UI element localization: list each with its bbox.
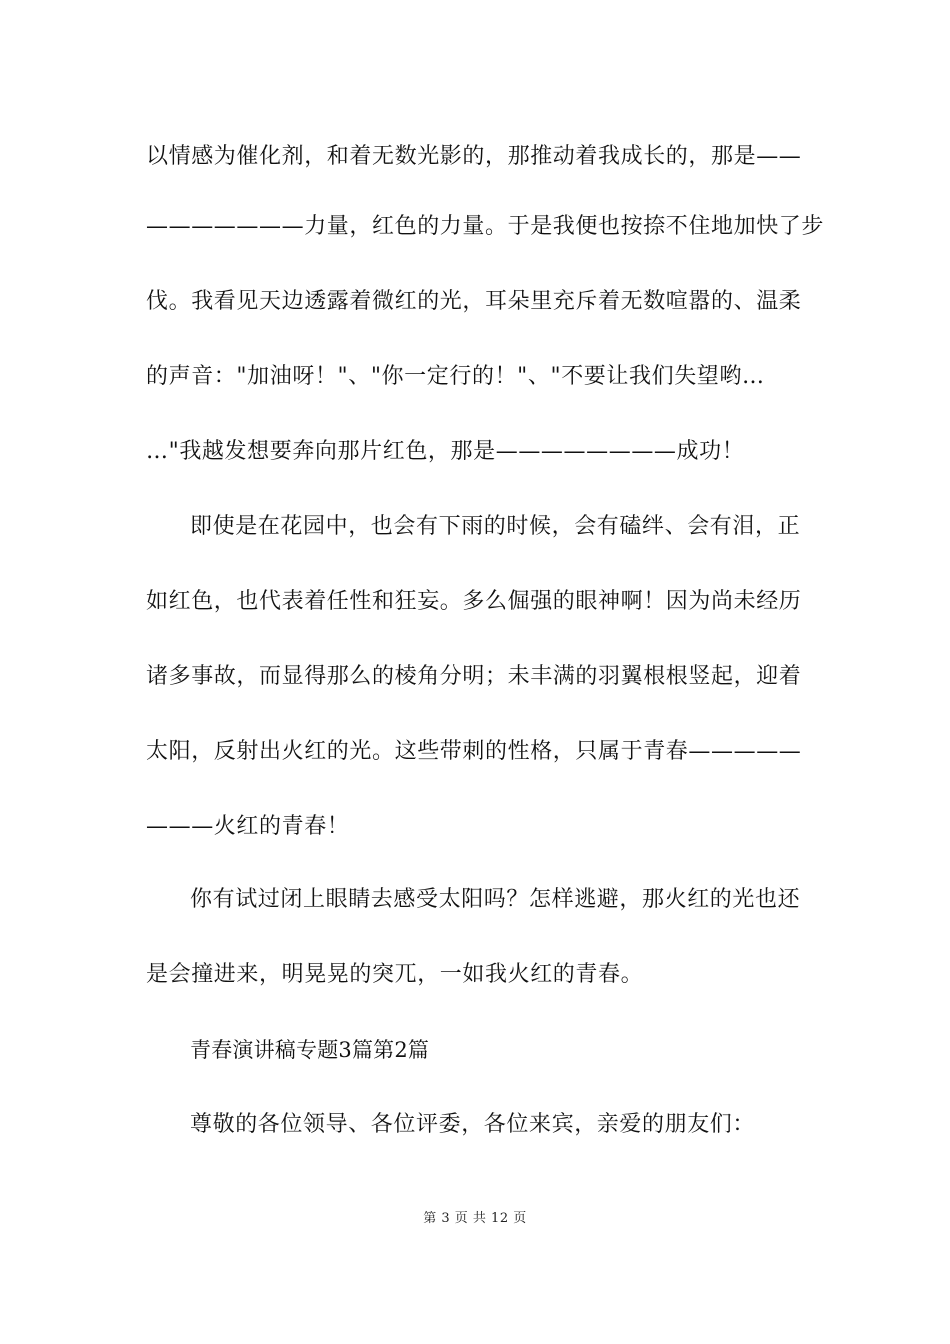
paragraph-line: ———————力量，红色的力量。于是我便也按捺不住地加快了步 — [146, 214, 825, 239]
paragraph-line: 诸多事故，而显得那么的棱角分明；未丰满的羽翼根根竖起，迎着 — [146, 664, 802, 689]
paragraph-line: 尊敬的各位领导、各位评委，各位来宾，亲爱的朋友们： — [190, 1112, 756, 1137]
paragraph-line: 是会撞进来，明晃晃的突兀，一如我火红的青春。 — [146, 962, 644, 987]
paragraph-line: 伐。我看见天边透露着微红的光，耳朵里充斥着无数喧嚣的、温柔 — [146, 289, 802, 314]
section-heading: 青春演讲稿专题3篇第2篇 — [190, 1038, 430, 1062]
page-number-footer: 第 3 页 共 12 页 — [423, 1211, 527, 1226]
paragraph-line: 即使是在花园中，也会有下雨的时候，会有磕绊、会有泪，正 — [190, 514, 801, 539]
paragraph-line: 的声音："加油呀！"、"你一定行的！"、"不要让我们失望哟… — [146, 364, 765, 389]
paragraph-line: 如红色，也代表着任性和狂妄。多么倔强的眼神啊！因为尚未经历 — [146, 589, 802, 614]
paragraph-line: 太阳，反射出火红的光。这些带刺的性格，只属于青春————— — [146, 739, 802, 764]
paragraph-line: ———火红的青春！ — [146, 814, 350, 839]
paragraph-line: 以情感为催化剂，和着无数光影的，那推动着我成长的，那是—— — [146, 144, 802, 169]
paragraph-line: …"我越发想要奔向那片红色，那是————————成功！ — [146, 439, 745, 464]
paragraph-line: 你有试过闭上眼睛去感受太阳吗？怎样逃避，那火红的光也还 — [190, 887, 801, 912]
